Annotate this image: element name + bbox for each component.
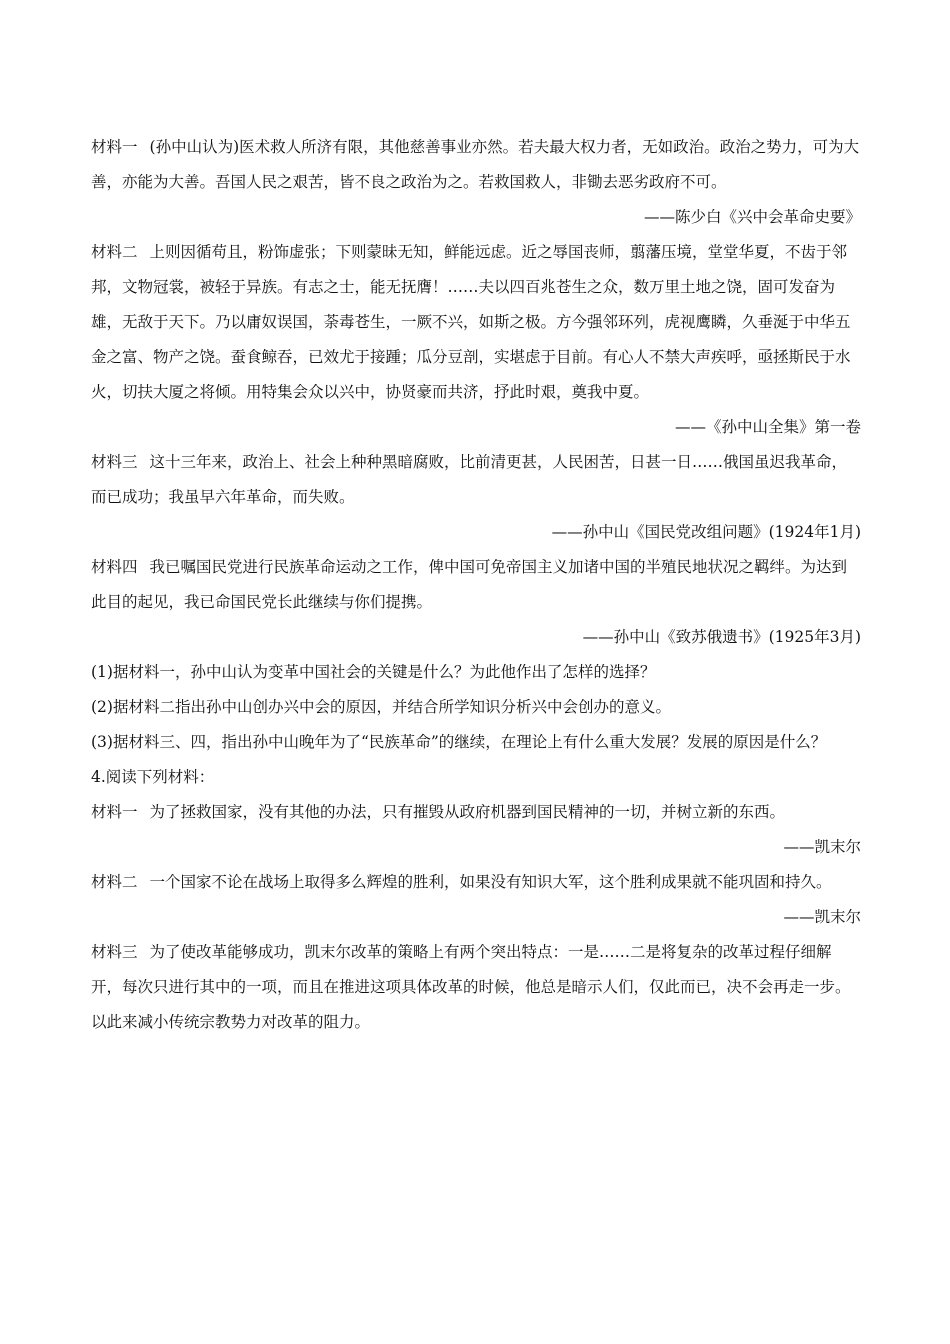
material-source: ——孙中山《国民党改组问题》(1924年1月) [551,523,861,541]
material-text: 我已嘱国民党进行民族革命运动之工作，俾中国可免帝国主义加诸中国的半殖民地状况之羁绊。为达到此目的起见，我已命国民党长此继续与你们提携。 [91,558,848,611]
material-label: 材料二 [91,873,138,891]
material-label: 材料一 [91,138,138,156]
material-text: 上则因循苟且，粉饰虚张；下则蒙昧无知，鲜能远虑。近之辱国丧师，翦藩压境，堂堂华夏，不齿于邻邦，文物冠裳，被轻于异族。有志之士，能无抚膺！……夫以四百兆苍生之众，数万里土地之饶，固可发奋为雄，无敌于天下。乃以庸奴误国，荼毒苍生，一厥不兴，如斯之极。方今强邻环列，虎视鹰瞵，久垂涎于中华五金之富、物产之饶。蚕食鲸吞，已效尤于接踵；瓜分豆剖，实堪虑于目前。有心人不禁大声疾呼，亟拯斯民于水火，切扶大厦之将倾。用特集会众以兴中，协贤豪而共济，抒此时艰，奠我中夏。 [91,243,851,401]
material-source: ——凯末尔 [783,908,861,926]
material-label: 材料四 [91,558,138,576]
sub-question-1: (1)据材料一，孙中山认为变革中国社会的关键是什么？为此他作出了怎样的选择？ [91,663,656,681]
material-label: 材料一 [91,803,138,821]
document-page [91,130,861,1040]
q4-material-3 [91,935,861,1040]
q3-material-3 [91,445,861,515]
q4-material-1 [91,795,861,830]
material-text: 这十三年来，政治上、社会上种种黑暗腐败，比前清更甚，人民困苦，日甚一日……俄国虽迟我革命，而已成功；我虽早六年革命，而失败。 [91,453,848,506]
material-source: ——《孙中山全集》第一卷 [674,418,861,436]
material-label: 材料三 [91,943,138,961]
material-label: 材料二 [91,243,138,261]
material-source: ——陈少白《兴中会革命史要》 [643,208,861,226]
q3-material-2 [91,235,861,410]
material-text: (孙中山认为)医术救人所济有限，其他慈善事业亦然。若夫最大权力者，无如政治。政治之势力，可为大善，亦能为大善。吾国人民之艰苦，皆不良之政治为之。若救国救人，非锄去恶劣政府不可。 [91,138,860,191]
q3-material-4 [91,550,861,620]
material-text: 为了拯救国家，没有其他的办法，只有摧毁从政府机器到国民精神的一切，并树立新的东西。 [149,803,786,821]
material-source: ——凯末尔 [783,838,861,856]
material-text: 为了使改革能够成功，凯末尔改革的策略上有两个突出特点：一是……二是将复杂的改革过程仔细解开，每次只进行其中的一项，而且在推进这项具体改革的时候，他总是暗示人们，仅此而已，决不会再走一步。以此来减小传统宗教势力对改革的阻力。 [91,943,851,1031]
sub-question-2: (2)据材料二指出孙中山创办兴中会的原因，并结合所学知识分析兴中会创办的意义。 [91,698,671,716]
material-label: 材料三 [91,453,138,471]
q3-material-1 [91,130,861,200]
material-source: ——孙中山《致苏俄遗书》(1925年3月) [582,628,861,646]
question-4-heading: 4.阅读下列材料： [91,768,215,786]
q4-material-2 [91,865,861,900]
material-text: 一个国家不论在战场上取得多么辉煌的胜利，如果没有知识大军，这个胜利成果就不能巩固和持久。 [149,873,832,891]
sub-question-3: (3)据材料三、四，指出孙中山晚年为了“民族革命”的继续，在理论上有什么重大发展？发展的原因是什么？ [91,733,827,751]
